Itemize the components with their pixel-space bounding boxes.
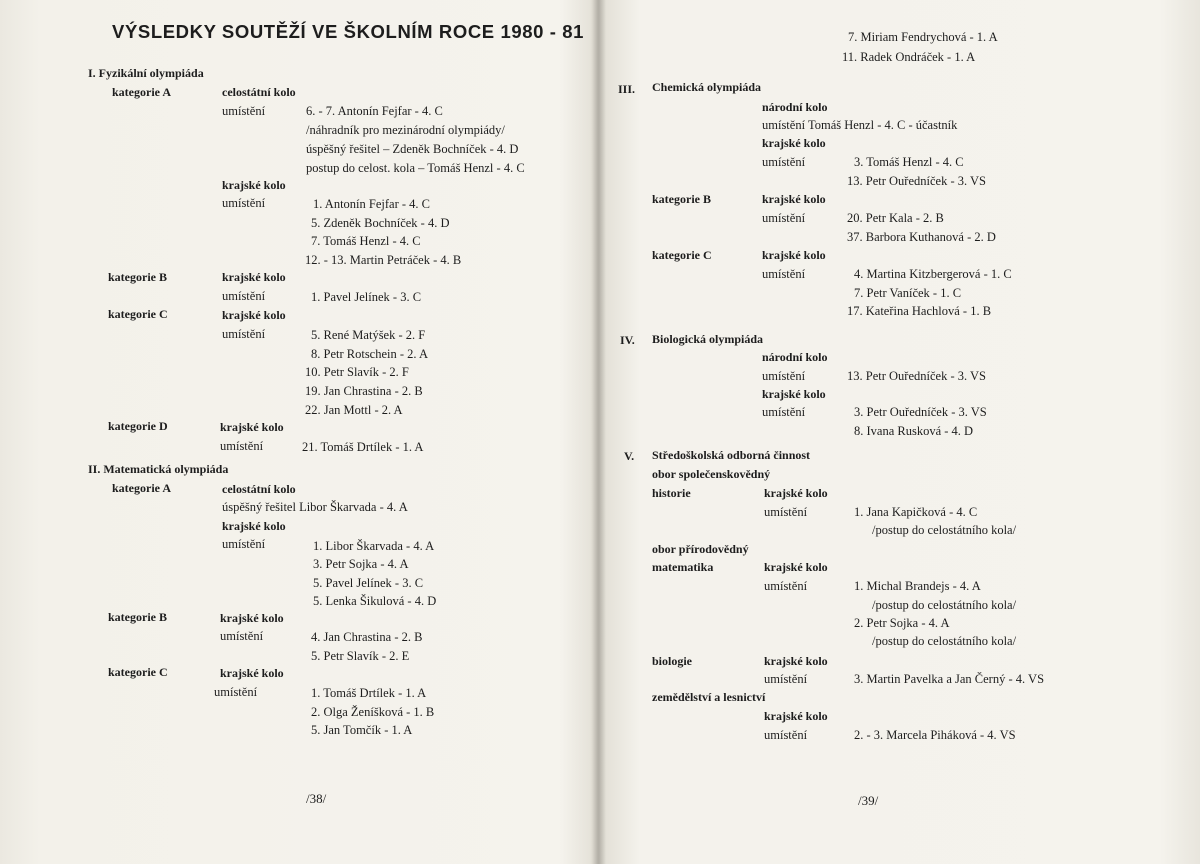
- page-left: [0, 0, 596, 864]
- result-line: /postup do celostátního kola/: [872, 523, 1017, 537]
- section-heading: kategorie A: [112, 481, 171, 495]
- section-heading: kategorie D: [108, 419, 168, 433]
- result-line: úspěšný řešitel Libor Škarvada - 4. A: [222, 500, 408, 514]
- section-heading: krajské kolo: [220, 420, 284, 434]
- section-heading: národní kolo: [762, 350, 828, 364]
- section-heading: krajské kolo: [764, 709, 828, 723]
- section-heading: krajské kolo: [764, 486, 828, 500]
- result-line: 1. Jana Kapičková - 4. C: [854, 505, 978, 519]
- section-heading: III.: [618, 82, 636, 96]
- result-line: 4. Martina Kitzbergerová - 1. C: [854, 267, 1012, 281]
- result-line: 1. Michal Brandejs - 4. A: [854, 579, 981, 593]
- section-heading: celostátní kolo: [222, 85, 296, 99]
- result-line: 6. - 7. Antonín Fejfar - 4. C: [306, 104, 443, 118]
- section-heading: kategorie C: [652, 248, 712, 262]
- result-line: /postup do celostátního kola/: [872, 598, 1017, 612]
- section-heading: Chemická olympiáda: [652, 80, 762, 94]
- section-heading: Biologická olympiáda: [652, 332, 764, 346]
- result-line: 22. Jan Mottl - 2. A: [305, 403, 403, 417]
- result-line: postup do celost. kola – Tomáš Henzl - 4. C: [306, 161, 525, 175]
- section-heading: kategorie B: [108, 270, 167, 284]
- section-heading: kategorie C: [108, 665, 168, 679]
- section-heading: krajské kolo: [222, 308, 286, 322]
- result-line: 1. Antonín Fejfar - 4. C: [313, 197, 431, 211]
- result-line: umístění: [764, 579, 808, 593]
- result-line: umístění: [762, 267, 806, 281]
- result-line: umístění: [214, 685, 258, 699]
- result-line: 13. Petr Ouředníček - 3. VS: [847, 174, 986, 188]
- result-line: 21. Tomáš Drtílek - 1. A: [302, 440, 424, 454]
- page-right: [604, 0, 1200, 864]
- result-line: umístění: [222, 327, 266, 341]
- result-line: umístění: [222, 196, 266, 210]
- section-heading: biologie: [652, 654, 693, 668]
- section-heading: krajské kolo: [762, 192, 826, 206]
- section-heading: krajské kolo: [220, 666, 284, 680]
- result-line: 2. Olga Ženíšková - 1. B: [311, 705, 435, 719]
- result-line: 3. Petr Ouředníček - 3. VS: [854, 405, 987, 419]
- result-line: 5. Petr Slavík - 2. E: [311, 649, 410, 663]
- result-line: 1. Pavel Jelínek - 3. C: [311, 290, 422, 304]
- section-heading: národní kolo: [762, 100, 828, 114]
- section-heading: obor přírodovědný: [652, 542, 749, 556]
- result-line: 8. Petr Rotschein - 2. A: [311, 347, 429, 361]
- result-line: úspěšný řešitel – Zdeněk Bochníček - 4. D: [306, 142, 519, 156]
- result-line: 10. Petr Slavík - 2. F: [305, 365, 409, 379]
- section-heading: krajské kolo: [762, 248, 826, 262]
- result-line: 3. Petr Sojka - 4. A: [313, 557, 409, 571]
- result-line: 1. Libor Škarvada - 4. A: [313, 539, 435, 553]
- result-line: umístění: [762, 155, 806, 169]
- result-line: 3. Tomáš Henzl - 4. C: [854, 155, 964, 169]
- section-heading: krajské kolo: [764, 560, 828, 574]
- result-line: /náhradník pro mezinárodní olympiády/: [306, 123, 505, 137]
- result-line: umístění: [222, 104, 266, 118]
- result-line: 17. Kateřina Hachlová - 1. B: [847, 304, 992, 318]
- page-number-left: /38/: [306, 791, 327, 806]
- page-title: VÝSLEDKY SOUTĚŽÍ VE ŠKOLNÍM ROCE 1980 - 81: [112, 21, 585, 42]
- section-heading: matematika: [652, 560, 714, 574]
- result-line: umístění: [222, 537, 266, 551]
- result-line: umístění: [222, 289, 266, 303]
- section-heading: historie: [652, 486, 691, 500]
- result-line: 13. Petr Ouředníček - 3. VS: [847, 369, 986, 383]
- result-line: 2. - 3. Marcela Piháková - 4. VS: [854, 728, 1016, 742]
- result-line: umístění: [762, 405, 806, 419]
- result-line: umístění: [764, 505, 808, 519]
- result-line: 7. Tomáš Henzl - 4. C: [311, 234, 421, 248]
- section-heading: krajské kolo: [222, 519, 286, 533]
- section-heading: obor společenskovědný: [652, 467, 771, 481]
- result-line: 20. Petr Kala - 2. B: [847, 211, 944, 225]
- result-line: 7. Petr Vaníček - 1. C: [854, 286, 962, 300]
- section-heading: zemědělství a lesnictví: [652, 690, 766, 704]
- result-line: /postup do celostátního kola/: [872, 634, 1017, 648]
- result-line: 5. Zdeněk Bochníček - 4. D: [311, 216, 450, 230]
- section-heading: II. Matematická olympiáda: [88, 462, 229, 476]
- result-line: 11. Radek Ondráček - 1. A: [842, 50, 976, 64]
- section-heading: krajské kolo: [220, 611, 284, 625]
- result-line: 3. Martin Pavelka a Jan Černý - 4. VS: [854, 672, 1045, 686]
- section-heading: krajské kolo: [764, 654, 828, 668]
- result-line: 5. Lenka Šikulová - 4. D: [313, 594, 437, 608]
- result-line: 7. Miriam Fendrychová - 1. A: [848, 30, 998, 44]
- section-heading: celostátní kolo: [222, 482, 296, 496]
- result-line: umístění Tomáš Henzl - 4. C - účastník: [762, 118, 958, 132]
- section-heading: krajské kolo: [762, 387, 826, 401]
- result-line: umístění: [764, 672, 808, 686]
- section-heading: Středoškolská odborná činnost: [652, 448, 811, 462]
- section-heading: V.: [624, 449, 635, 463]
- result-line: umístění: [220, 629, 264, 643]
- result-line: 5. René Matýšek - 2. F: [311, 328, 426, 342]
- result-line: umístění: [764, 728, 808, 742]
- section-heading: krajské kolo: [762, 136, 826, 150]
- section-heading: krajské kolo: [222, 270, 286, 284]
- section-heading: kategorie C: [108, 307, 168, 321]
- section-heading: kategorie B: [652, 192, 711, 206]
- result-line: 4. Jan Chrastina - 2. B: [311, 630, 423, 644]
- result-line: 5. Jan Tomčík - 1. A: [311, 723, 413, 737]
- result-line: umístění: [762, 211, 806, 225]
- result-line: 8. Ivana Rusková - 4. D: [854, 424, 974, 438]
- result-line: 19. Jan Chrastina - 2. B: [305, 384, 423, 398]
- section-heading: kategorie A: [112, 85, 171, 99]
- result-line: 2. Petr Sojka - 4. A: [854, 616, 950, 630]
- section-heading: kategorie B: [108, 610, 167, 624]
- result-line: umístění: [220, 439, 264, 453]
- section-heading: I. Fyzikální olympiáda: [88, 66, 204, 80]
- result-line: 12. - 13. Martin Petráček - 4. B: [305, 253, 462, 267]
- result-line: umístění: [762, 369, 806, 383]
- result-line: 5. Pavel Jelínek - 3. C: [313, 576, 424, 590]
- section-heading: IV.: [620, 333, 635, 347]
- result-line: 1. Tomáš Drtílek - 1. A: [311, 686, 427, 700]
- result-line: 37. Barbora Kuthanová - 2. D: [847, 230, 996, 244]
- section-heading: krajské kolo: [222, 178, 286, 192]
- page-number-right: /39/: [858, 793, 879, 808]
